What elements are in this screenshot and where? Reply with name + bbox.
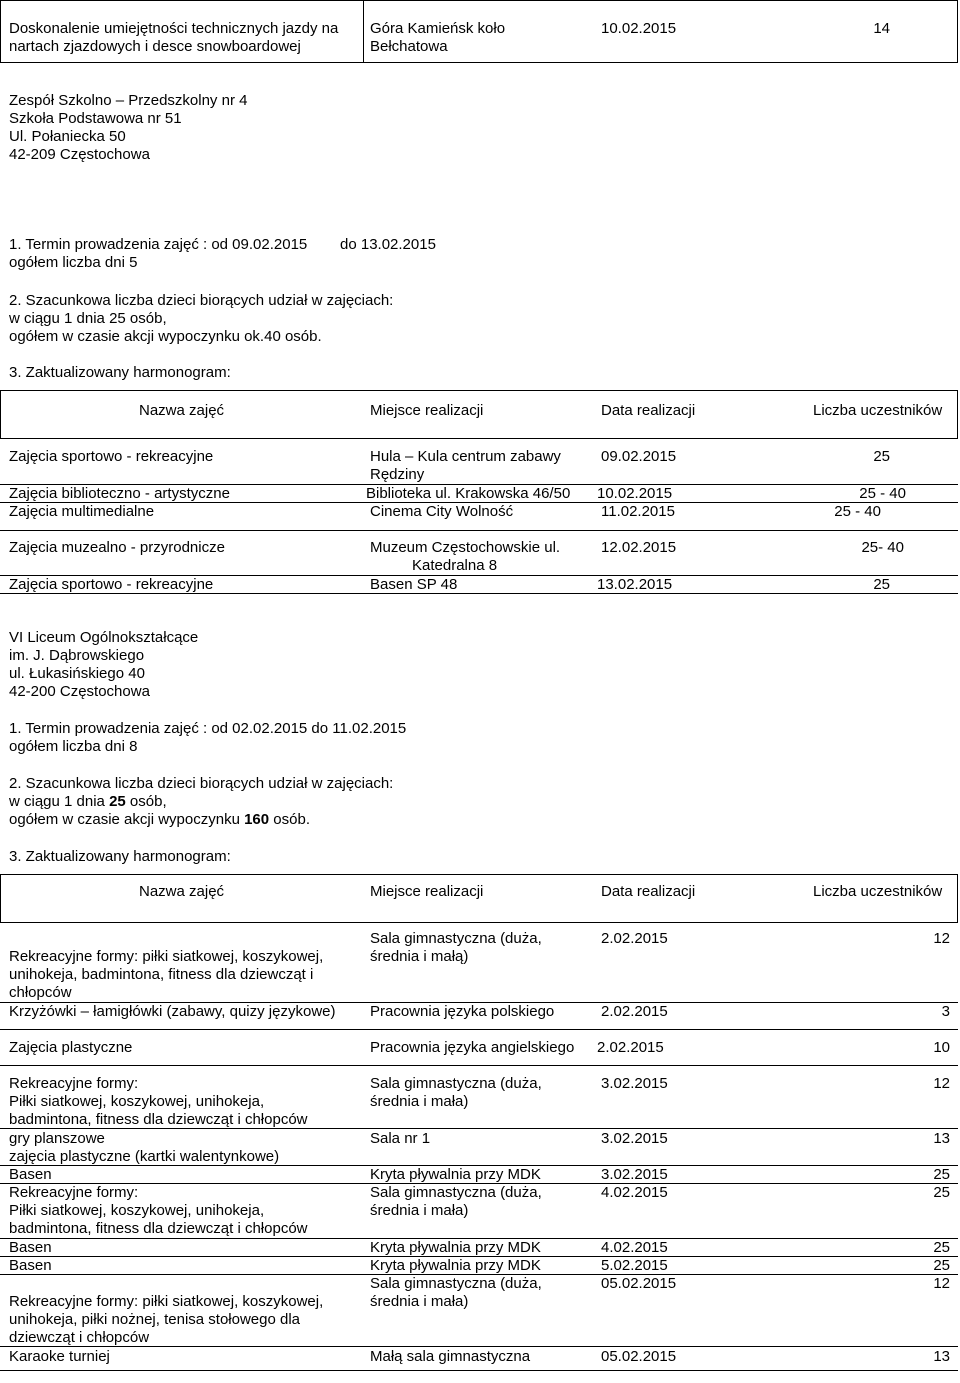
table-row-place: Cinema City Wolność bbox=[370, 503, 514, 520]
table-row-count: 25- 40 bbox=[861, 539, 904, 556]
estimate-line: 2. Szacunkowa liczba dzieci biorących udział w zajęciach: bbox=[9, 292, 394, 309]
school1-days: ogółem liczba dni 5 bbox=[9, 254, 138, 271]
table-row-name: Rekreacyjne formy: piłki siatkowej, koszykowej, unihokeja, badmintona, fitness dla dziewcząt i chłopców bbox=[9, 948, 324, 1001]
table-row-date: 09.02.2015 bbox=[601, 448, 677, 465]
table-row-count: 12 bbox=[933, 930, 950, 947]
table-row-date: 11.02.2015 bbox=[601, 503, 675, 520]
table-row-place: Kryta pływalnia przy MDK bbox=[370, 1239, 541, 1256]
table-row-place: Sala gimnastyczna (duża, średnia i małą) bbox=[370, 930, 542, 965]
address-line: Ul. Połaniecka 50 bbox=[9, 128, 126, 145]
school2-term: 1. Termin prowadzenia zajęć : od 02.02.2015 do 11.02.2015 bbox=[9, 720, 407, 737]
estimate-daily-value: 25 bbox=[109, 793, 126, 810]
estimate-total-value: 160 bbox=[244, 811, 270, 828]
table-row-date: 2.02.2015 bbox=[601, 930, 668, 947]
school1-estimate bbox=[9, 292, 393, 346]
table-row-count: 25 bbox=[873, 448, 890, 465]
table-row-name: Rekreacyjne formy: Piłki siatkowej, koszykowej, unihokeja, badmintona, fitness dla dziewcząt i chłopców bbox=[9, 1075, 308, 1128]
table-row-place: Małą sala gimnastyczna bbox=[370, 1348, 531, 1365]
table-row-place: Hula – Kula centrum zabawy bbox=[370, 448, 561, 465]
school1-term-end: do 13.02.2015 bbox=[340, 236, 436, 253]
table-row-count: 25 bbox=[933, 1166, 950, 1183]
table-row-count: 25 - 40 bbox=[834, 503, 881, 520]
table-row-date: 10.02.2015 bbox=[597, 485, 673, 502]
table-row-name: Zajęcia multimedialne bbox=[9, 503, 155, 520]
table-row-name: Krzyżówki – łamigłówki (zabawy, quizy językowe) bbox=[9, 1003, 336, 1020]
table-row-place: Katedralna 8 bbox=[412, 557, 498, 574]
table-row-name: Rekreacyjne formy: piłki siatkowej, koszykowej, unihokeja, piłki nożnej, tenisa stołowego dla dziewcząt i chłopców bbox=[9, 1293, 324, 1346]
estimate-line: w ciągu 1 dnia 25 osób, bbox=[9, 310, 167, 327]
address-line: 42-209 Częstochowa bbox=[9, 146, 150, 163]
table-row-place: Sala nr 1 bbox=[370, 1130, 431, 1147]
table-row-count: 25 bbox=[873, 576, 890, 593]
address-line: VI Liceum Ogólnokształcące bbox=[9, 629, 199, 646]
table-row-date: 4.02.2015 bbox=[601, 1239, 668, 1256]
address-line: Szkoła Podstawowa nr 51 bbox=[9, 110, 182, 127]
table-row-name: Basen bbox=[9, 1166, 52, 1183]
table-row-date: 3.02.2015 bbox=[601, 1075, 668, 1092]
activity-place-line1: Góra Kamieńsk koło bbox=[370, 20, 506, 37]
school2-estimate-title: 2. Szacunkowa liczba dzieci biorących udział w zajęciach: bbox=[9, 775, 394, 792]
estimate-text: osób. bbox=[269, 811, 310, 828]
estimate-text: osób, bbox=[125, 793, 167, 810]
table-row-place: Sala gimnastyczna (duża, średnia i mała) bbox=[370, 1184, 542, 1219]
table-row-count: 13 bbox=[933, 1130, 950, 1147]
school2-address bbox=[9, 629, 198, 701]
school2-days: ogółem liczba dni 8 bbox=[9, 738, 138, 755]
table-row-date: 2.02.2015 bbox=[597, 1039, 664, 1056]
address-line: ul. Łukasińskiego 40 bbox=[9, 665, 145, 682]
school2-estimate-total bbox=[9, 811, 310, 829]
activity-name-line1: Doskonalenie umiejętności technicznych jazdy na bbox=[9, 20, 339, 37]
activity-count: 14 bbox=[873, 20, 890, 37]
activity-name-line2: nartach zjazdowych i desce snowboardowej bbox=[9, 38, 301, 55]
school2-estimate-daily bbox=[9, 793, 167, 811]
school2-schedule-title: 3. Zaktualizowany harmonogram: bbox=[9, 848, 231, 865]
school1-address bbox=[9, 92, 247, 164]
table-row-date: 05.02.2015 bbox=[601, 1275, 677, 1292]
table-row-count: 12 bbox=[933, 1275, 950, 1292]
address-line: 42-200 Częstochowa bbox=[9, 683, 150, 700]
estimate-text: ogółem w czasie akcji wypoczynku bbox=[9, 811, 245, 828]
table-row-date: 3.02.2015 bbox=[601, 1166, 668, 1183]
table-row-count: 13 bbox=[933, 1348, 950, 1365]
table-row-count: 3 bbox=[941, 1003, 950, 1020]
header-place: Miejsce realizacji bbox=[370, 402, 484, 419]
table-row-place: Sala gimnastyczna (duża, średnia i mała) bbox=[370, 1075, 542, 1110]
table-row-place: Pracownia języka polskiego bbox=[370, 1003, 555, 1020]
table-row-date: 3.02.2015 bbox=[601, 1130, 668, 1147]
table-row-name: Zajęcia sportowo - rekreacyjne bbox=[9, 448, 214, 465]
table-row-count: 12 bbox=[933, 1075, 950, 1092]
header-name: Nazwa zajęć bbox=[139, 402, 225, 419]
table-row-name: Zajęcia plastyczne bbox=[9, 1039, 133, 1056]
table-row-date: 4.02.2015 bbox=[601, 1184, 668, 1201]
table-row-place: Basen SP 48 bbox=[370, 576, 458, 593]
table-row-place: Biblioteka ul. Krakowska 46/50 bbox=[366, 485, 571, 502]
estimate-text: w ciągu 1 dnia bbox=[9, 793, 110, 810]
table-row-name: gry planszowe zajęcia plastyczne (kartki walentynkowe) bbox=[9, 1130, 280, 1165]
table-row-count: 10 bbox=[933, 1039, 950, 1056]
table-row-count: 25 bbox=[933, 1184, 950, 1201]
table-row-place: Pracownia języka angielskiego bbox=[370, 1039, 575, 1056]
table-row-name: Basen bbox=[9, 1257, 52, 1274]
table-row-name: Zajęcia biblioteczno - artystyczne bbox=[9, 485, 230, 502]
activity-place-line2: Bełchatowa bbox=[370, 38, 448, 55]
table-row-place: Sala gimnastyczna (duża, średnia i mała) bbox=[370, 1275, 542, 1310]
school1-schedule-title: 3. Zaktualizowany harmonogram: bbox=[9, 364, 231, 381]
table-row-count: 25 - 40 bbox=[859, 485, 906, 502]
header-place: Miejsce realizacji bbox=[370, 883, 484, 900]
table-row-name: Basen bbox=[9, 1239, 52, 1256]
table-row-count: 25 bbox=[933, 1257, 950, 1274]
table-row-date: 13.02.2015 bbox=[597, 576, 673, 593]
table-row-place: Rędziny bbox=[370, 466, 425, 483]
header-count: Liczba uczestników bbox=[813, 883, 943, 900]
address-line: Zespół Szkolno – Przedszkolny nr 4 bbox=[9, 92, 248, 109]
table-row-name: Zajęcia muzealno - przyrodnicze bbox=[9, 539, 225, 556]
table-row-date: 2.02.2015 bbox=[601, 1003, 668, 1020]
table-row-place: Kryta pływalnia przy MDK bbox=[370, 1257, 541, 1274]
estimate-line: ogółem w czasie akcji wypoczynku ok.40 osób. bbox=[9, 328, 322, 345]
header-name: Nazwa zajęć bbox=[139, 883, 225, 900]
header-count: Liczba uczestników bbox=[813, 402, 943, 419]
header-date: Data realizacji bbox=[601, 883, 696, 900]
table-row-place: Muzeum Częstochowskie ul. bbox=[370, 539, 561, 556]
address-line: im. J. Dąbrowskiego bbox=[9, 647, 145, 664]
header-date: Data realizacji bbox=[601, 402, 696, 419]
table-row-place: Kryta pływalnia przy MDK bbox=[370, 1166, 541, 1183]
table-row-date: 05.02.2015 bbox=[601, 1348, 677, 1365]
table-row-name: Karaoke turniej bbox=[9, 1348, 110, 1365]
table-row-count: 25 bbox=[933, 1239, 950, 1256]
school1-term: 1. Termin prowadzenia zajęć : od 09.02.2015 bbox=[9, 236, 308, 253]
table-row-date: 5.02.2015 bbox=[601, 1257, 668, 1274]
table-row-date: 12.02.2015 bbox=[601, 539, 677, 556]
table-row-name: Rekreacyjne formy: Piłki siatkowej, koszykowej, unihokeja, badmintona, fitness dla dziewcząt i chłopców bbox=[9, 1184, 308, 1237]
table-row-name: Zajęcia sportowo - rekreacyjne bbox=[9, 576, 214, 593]
activity-date: 10.02.2015 bbox=[601, 20, 677, 37]
